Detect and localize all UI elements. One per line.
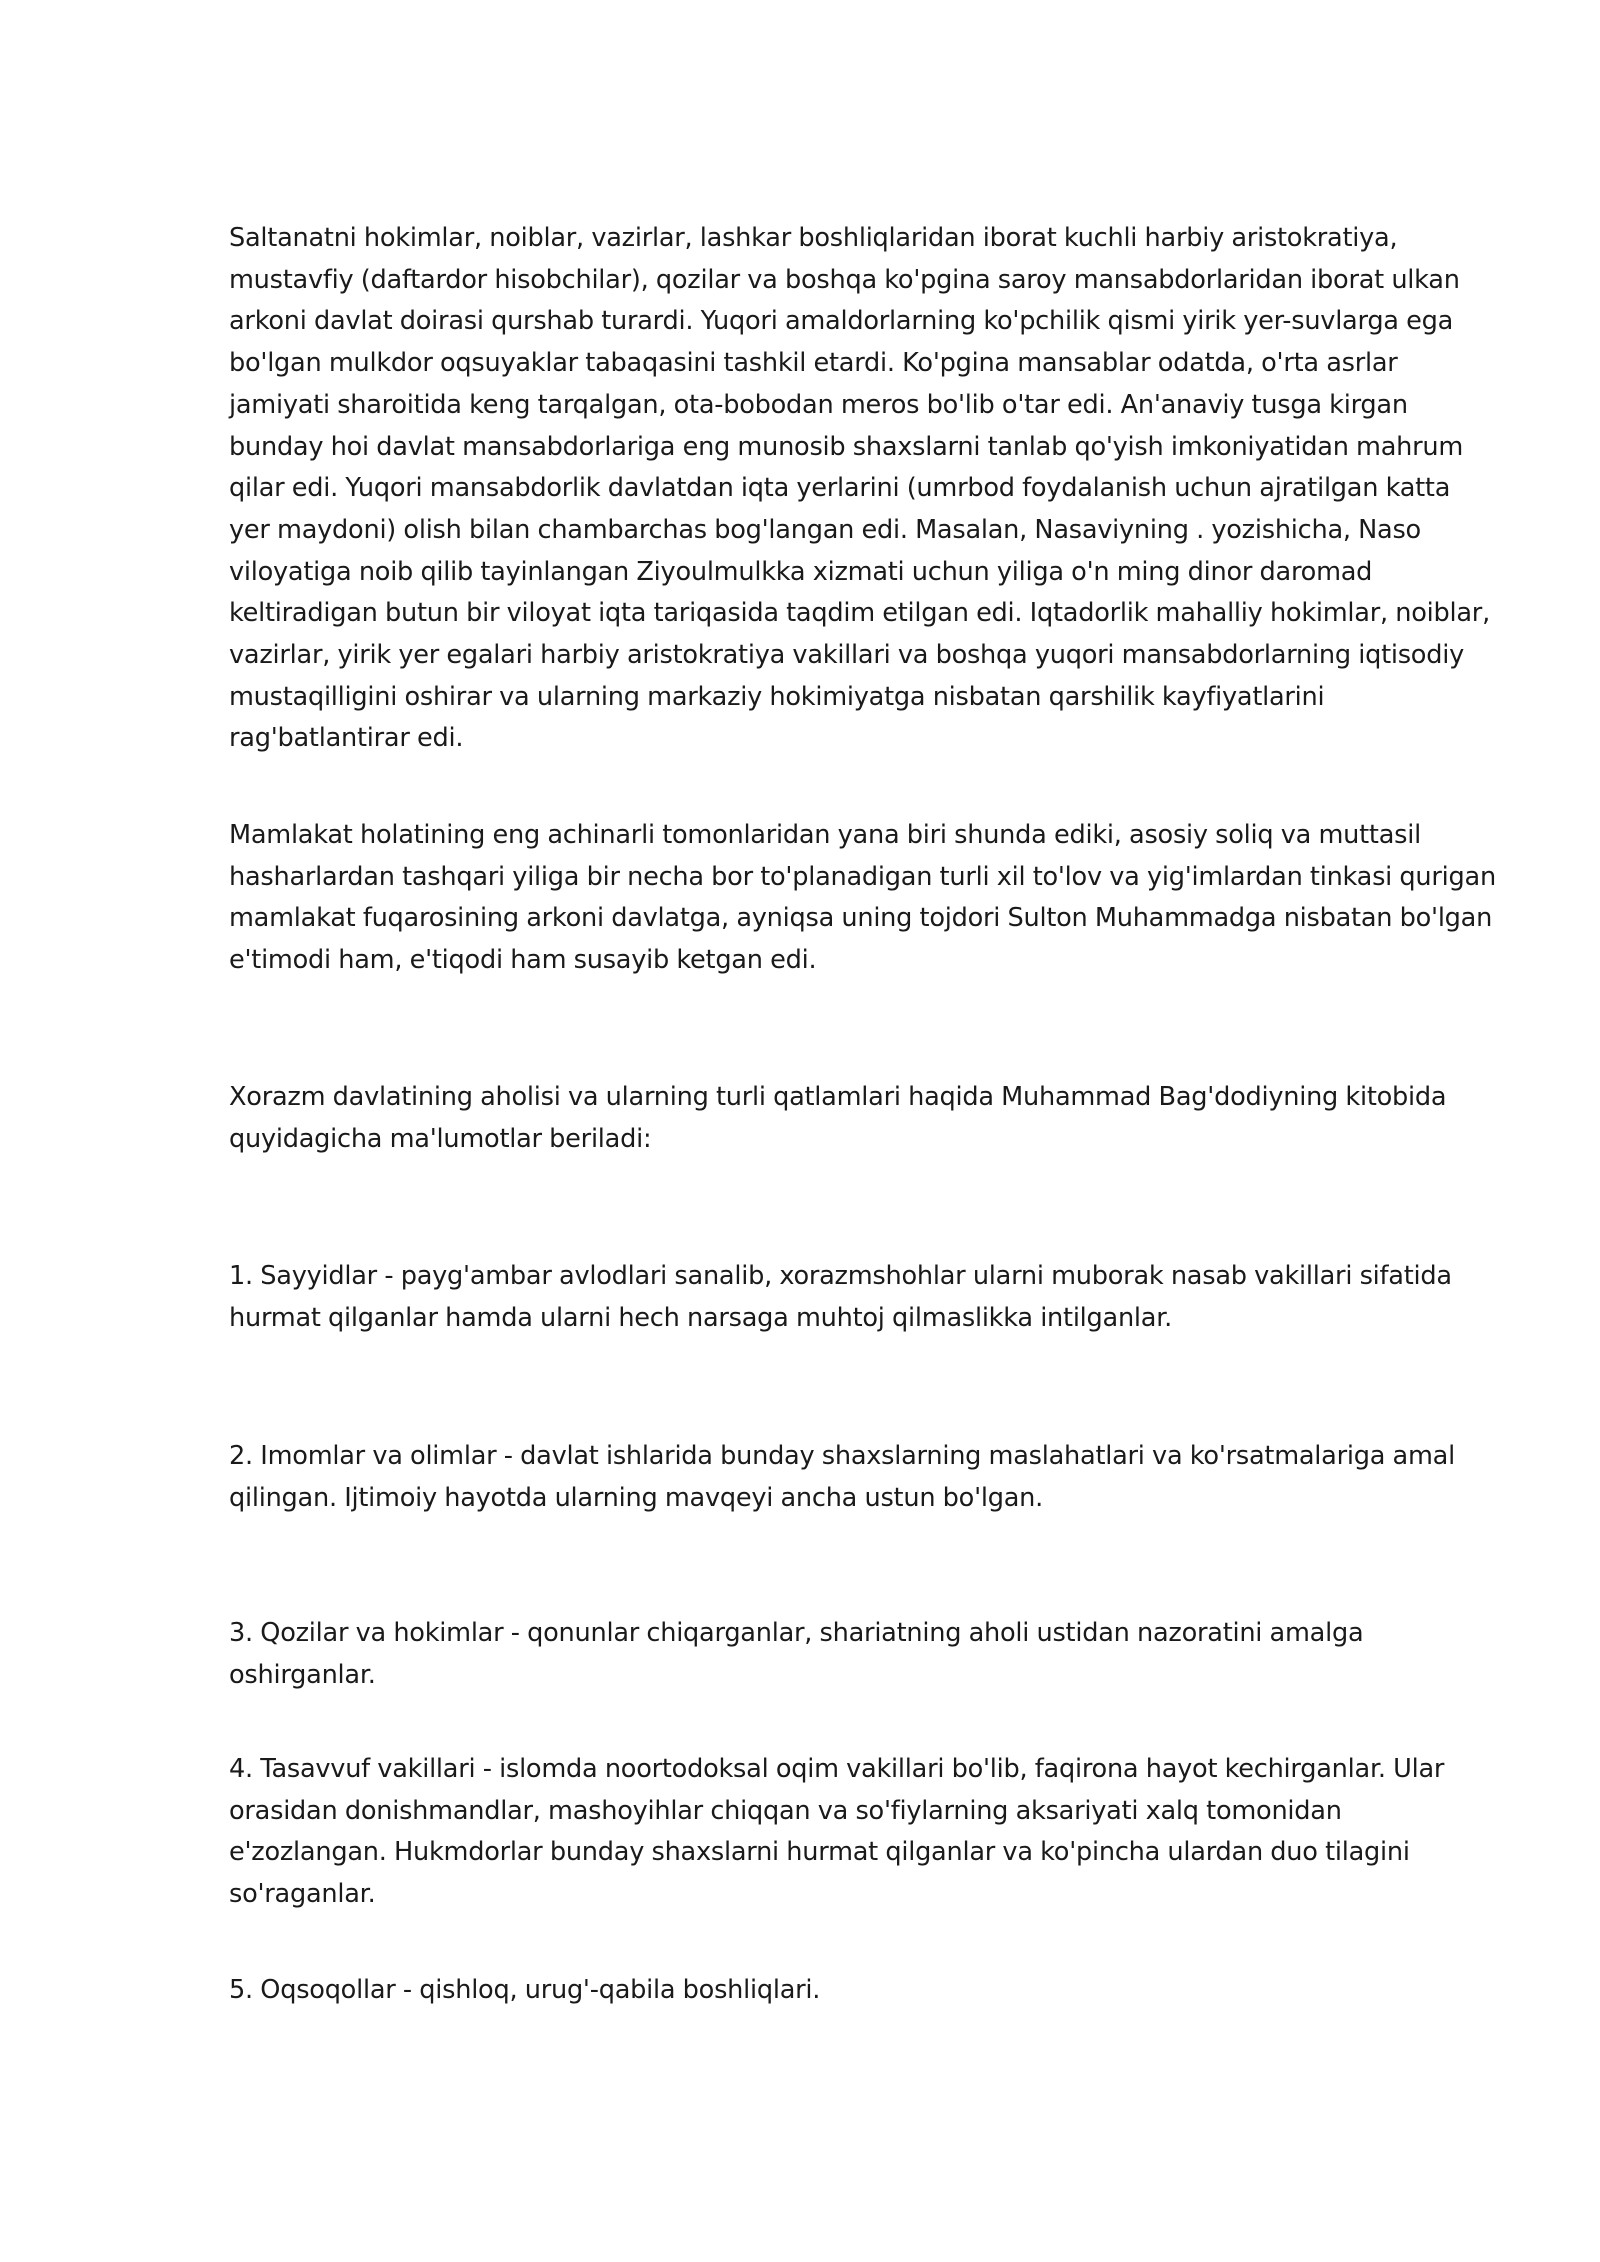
paragraph-aristocracy: Saltanatni hokimlar, noiblar, vazirlar, lashkar boshliqlaridan iborat kuchli harbiy aristokratiya, mustavfiy (daftardor hisobchilar), qozilar va boshqa ko'pgina saroy mansabdorlaridan iborat ulkan arkoni davlat doirasi qurshab turardi. Yuqori amaldorlarning ko'pchilik qismi yirik yer-suvlarga ega bo'lgan mulkdor oqsuyaklar tabaqasini tashkil etardi. Ko'pgina mansablar odatda, o'rta asrlar jamiyati sharoitida keng tarqalgan, ota-bobodan meros bo'lib o'tar edi. An'anaviy tusga kirgan bunday hoi davlat mansabdorlariga eng munosib shaxslarni tanlab qo'yish imkoniyatidan mahrum qilar edi. Yuqori mansabdorlik davlatdan iqta yerlarini (umrbod foydalanish uchun ajratilgan katta yer maydoni) olish bilan chambarchas bog'langan edi. Masalan, Nasaviyning . yozishicha, Naso viloyatiga noib qilib tayinlangan Ziyoulmulkka xizmati uchun yiliga o'n ming dinor daromad keltiradigan butun bir viloyat iqta tariqasida taqdim etilgan edi. Iqtadorlik mahalliy hokimlar, noiblar, vazirlar, yirik yer egalari harbiy aristokratiya vakillari va boshqa yuqori mansabdorlarning iqtisodiy mustaqilligini oshirar va ularning markaziy hokimiyatga nisbatan qarshilik kayfiyatlarini rag'batlantirar edi. bbox=[229, 223, 1490, 754]
paragraph-state-condition: Mamlakat holatining eng achinarli tomonlaridan yana biri shunda ediki, asosiy soliq va muttasil hasharlardan tashqari yiliga bir necha bor to'planadigan turli xil to'lov va yig'imlardan tinkasi qurigan mamlakat fuqarosining arkoni davlatga, ayniqsa uning tojdori Sulton Muhammadga nisbatan bo'lgan e'timodi ham, e'tiqodi ham susayib ketgan edi. bbox=[229, 820, 1496, 976]
paragraph-population-intro: Xorazm davlatining aholisi va ularning turli qatlamlari haqida Muhammad Bag'dodiyning kitobida quyidagicha ma'lumotlar beriladi: bbox=[229, 1082, 1447, 1154]
list-item-judges-governors: 3. Qozilar va hokimlar - qonunlar chiqarganlar, shariatning aholi ustidan nazoratini amalga oshirganlar. bbox=[229, 1618, 1364, 1690]
list-item-sufis: 4. Tasavvuf vakillari - islomda noortodoksal oqim vakillari bo'lib, faqirona hayot kechirganlar. Ular orasidan donishmandlar, mashoyihlar chiqqan va so'fiylarning aksariyati xalq tomonidan e'zozlangan. Hukmdorlar bunday shaxslarni hurmat qilganlar va ko'pincha ulardan duo tilagini so'raganlar. bbox=[229, 1754, 1445, 1910]
list-item-elders: 5. Oqsoqollar - qishloq, urug'-qabila boshliqlari. bbox=[229, 1975, 821, 2005]
list-item-imams-scholars: 2. Imomlar va olimlar - davlat ishlarida bunday shaxslarning maslahatlari va ko'rsatmalariga amal qilingan. Ijtimoiy hayotda ularning mavqeyi ancha ustun bo'lgan. bbox=[229, 1441, 1455, 1513]
list-item-sayyids: 1. Sayyidlar - payg'ambar avlodlari sanalib, xorazmshohlar ularni muborak nasab vakillari sifatida hurmat qilganlar hamda ularni hech narsaga muhtoj qilmaslikka intilganlar. bbox=[229, 1261, 1452, 1333]
